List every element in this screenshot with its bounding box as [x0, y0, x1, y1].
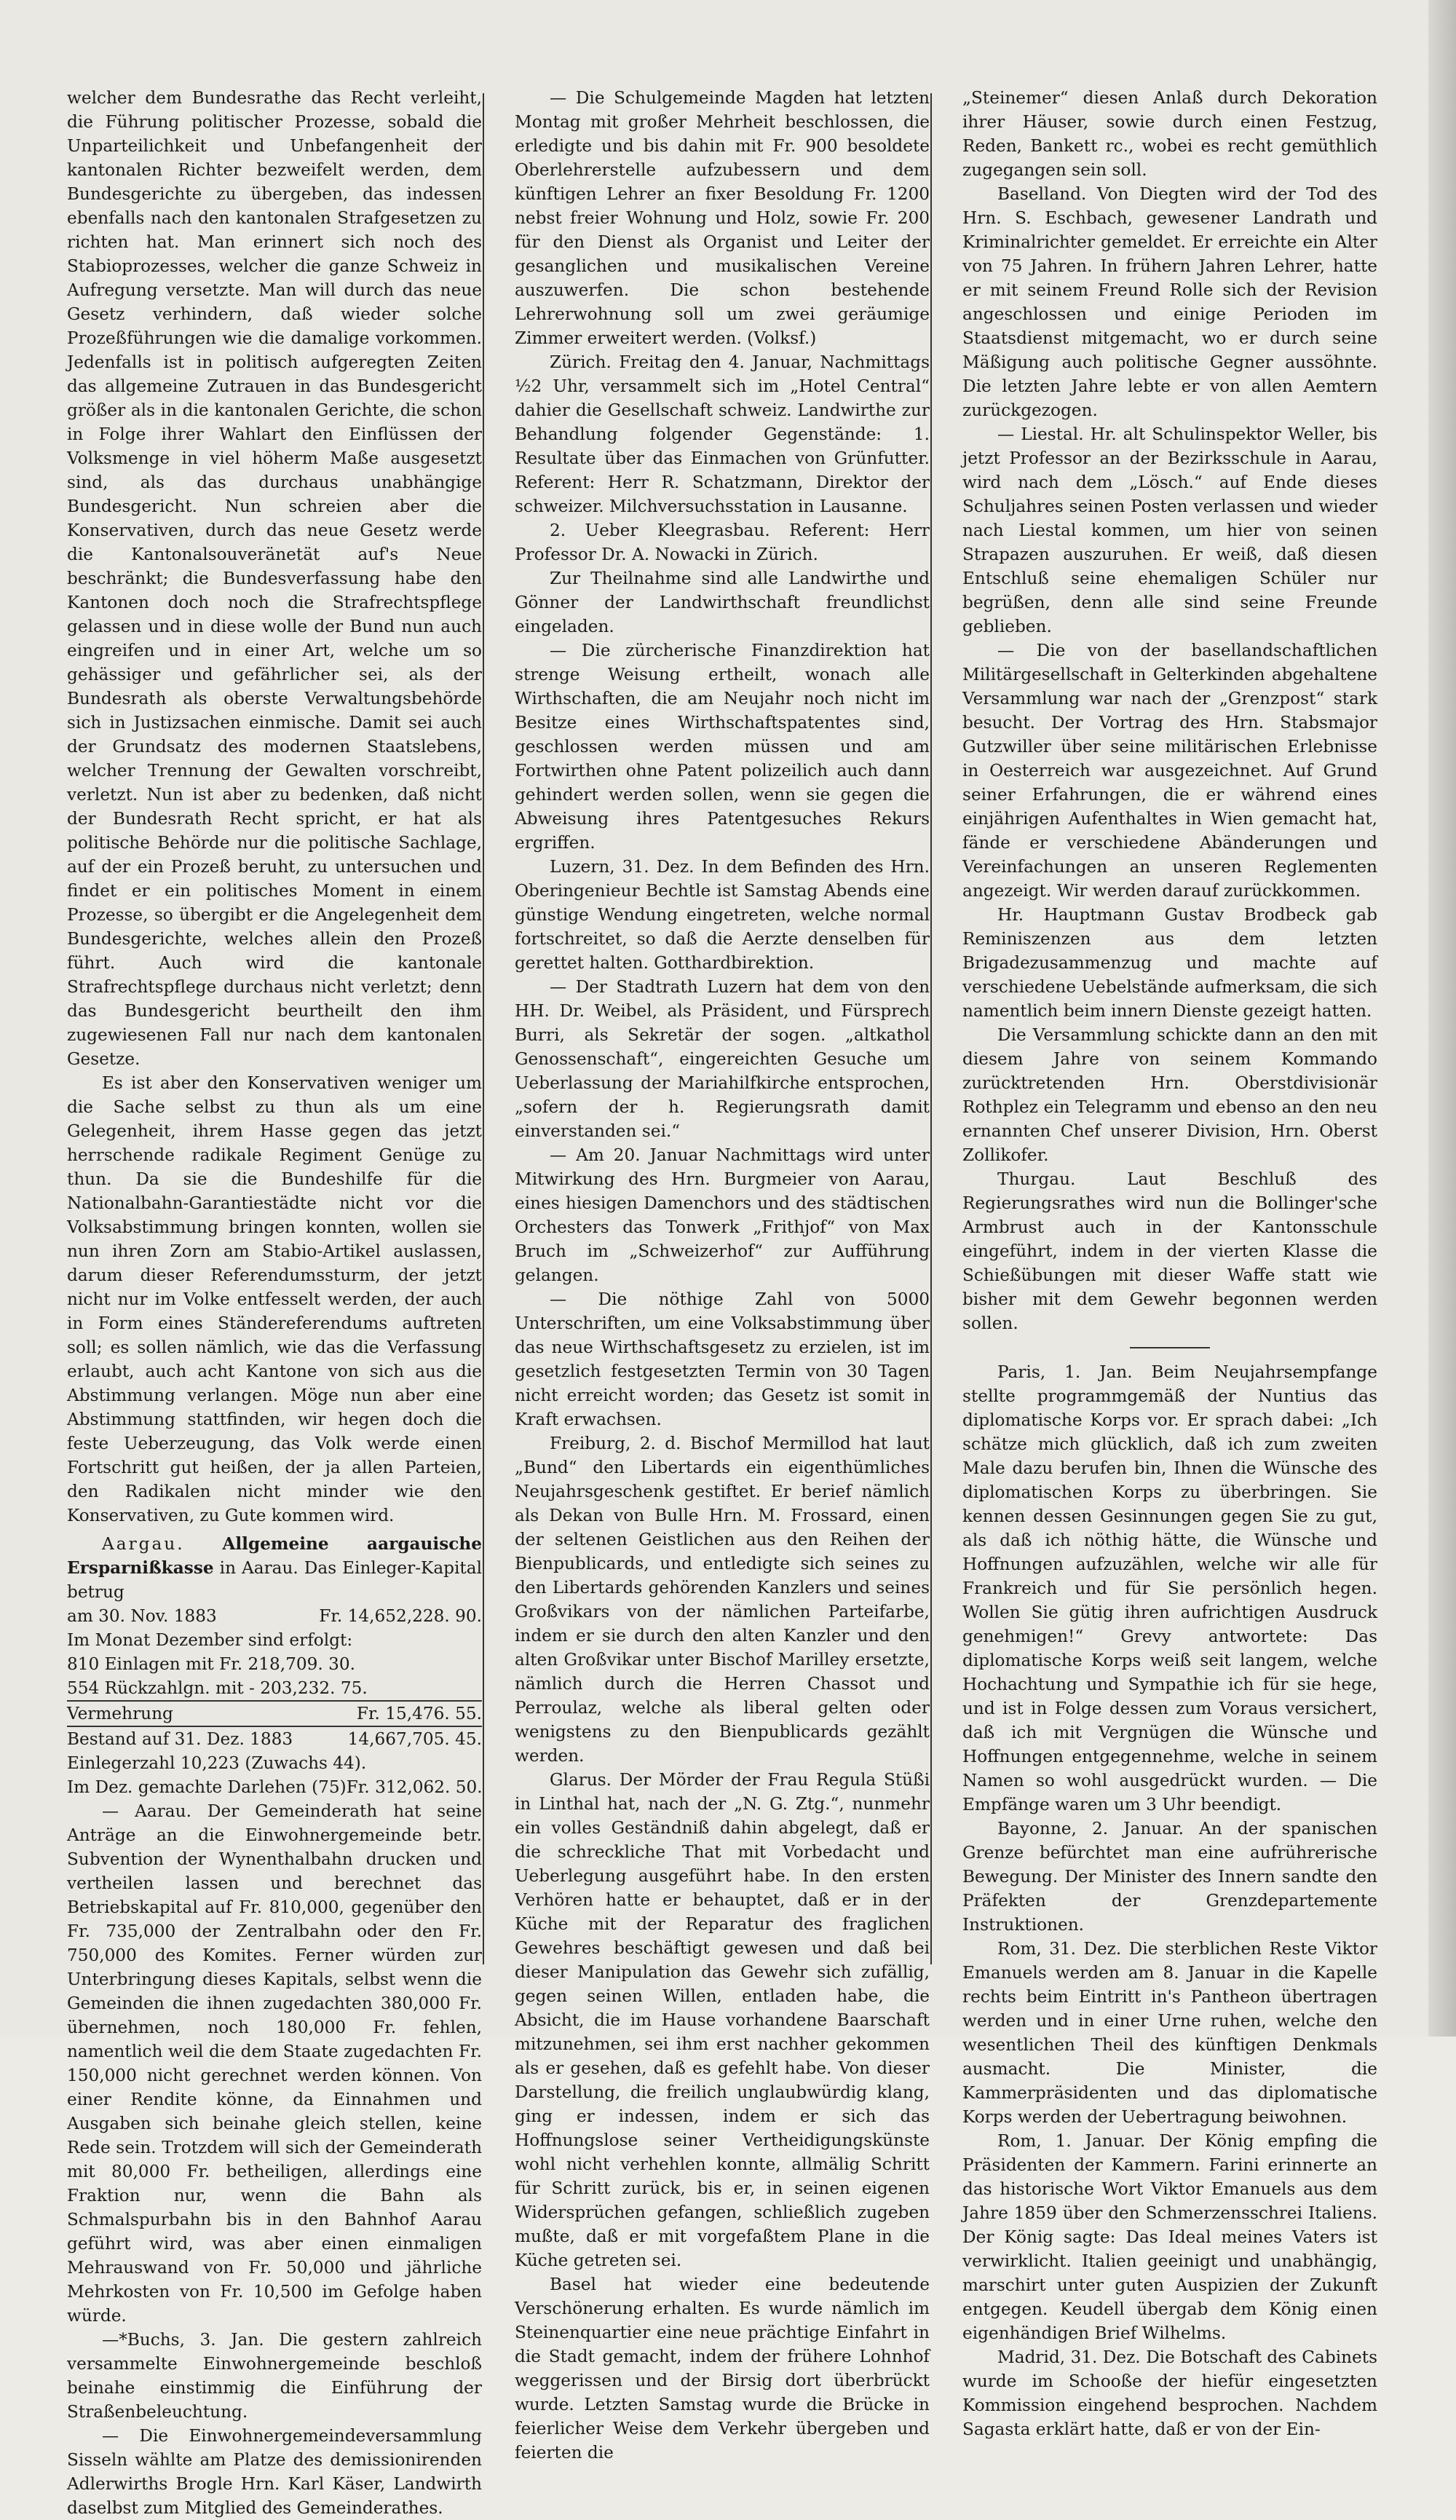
article-text: Paris, 1. Jan. Beim Neujahrsempfange stellte programmgemäß der Nuntius das diplomatische Korps vor. Er sprach dabei: „Ich schätze mich glücklich, daß ich zum zweiten Male dazu berufen bin, Ihnen die Wünsche des diplomatischen Korps zu überbringen. Sie kennen dessen Gesinnungen gegen Sie zu gut, als daß ich nöthig hätte, die Wünsche und Hoffnungen aufzuzählen, welche wir alle für Frankreich und für Sie persönlich hegen. Wollen Sie gütig ihren aufrichtigen Ausdruck genehmigen!“ Grevy antwortete: Das diplomatische Korps weiß seit langem, welche Hochachtung und Sympathie ich für sie hege, und ist in Folge dessen zum Voraus versichert, daß ich mit Vergnügen die Wünsche und Hoffnungen entgegennehme, welche in seinem Namen so wohl ausgedrückt wurden. — Die Empfänge waren um 3 Uhr beendigt.: [962, 1362, 1377, 1814]
article-aargau-heading: [67, 1532, 482, 1604]
article-text: — Die Schulgemeinde Magden hat letzten Montag mit großer Mehrheit beschlossen, die erledigte und bis dahin mit Fr. 900 besoldete Oberlehrerstelle aufzubessern und dem künftigen Lehrer an fixer Besoldung Fr. 1200 nebst freier Wohnung und Holz, sowie Fr. 200 für den Dienst als Organist und Leiter der gesanglichen und musikalischen Vereine auszuwerfen. Die schon bestehende Lehrerwohnung soll um zwei geräumige Zimmer erweitert werden. (Volksf.): [515, 88, 930, 348]
article-text: — Die Einwohnergemeindeversammlung Sisseln wählte am Platze des demissionirenden Adlerwirths Brogle Hrn. Karl Käser, Landwirth daselbst zum Mitglied des Gemeinderathes.: [67, 2426, 482, 2518]
ledger-value: Fr. 14,652,228. 90.: [319, 1606, 482, 1626]
article-text: Madrid, 31. Dez. Die Botschaft des Cabinets wurde im Schooße der hiefür eingesetzten Kommission eingehend besprochen. Nachdem Sagasta erklärt hatte, daß er von der Ein-: [962, 2347, 1377, 2439]
ledger-label: am 30. Nov. 1883: [67, 1606, 217, 1626]
ledger-row: [67, 1652, 482, 1676]
ledger-value: Fr. 312,062. 50.: [346, 1777, 483, 1797]
ledger-label: 810 Einlagen mit Fr. 218,709. 30.: [67, 1654, 355, 1674]
article-text: 2. Ueber Kleegrasbau. Referent: Herr Professor Dr. A. Nowacki in Zürich.: [515, 521, 930, 564]
ledger-row: [67, 1676, 482, 1702]
article-text: Es ist aber den Konservativen weniger um die Sache selbst zu thun als um eine Gelegenheit, ihrem Hasse gegen das jetzt herrschende radikale Regiment Genüge zu thun. Da sie die Bundeshilfe für die Nationalbahn-Garantiestädte nicht vor die Volksabstimmung bringen konnten, wollen sie nun ihren Zorn am Stabio-Artikel auslassen, darum dieser Referendumssturm, der jetzt nicht nur im Volke entfesselt werden, der auch in Form eines Ständereferendums auftreten soll; es sollen nämlich, wie das die Verfassung erlaubt, auch acht Kantone von sich aus die Abstimmung verlangen. Möge nun aber eine Abstimmung stattfinden, wir hegen doch die feste Ueberzeugung, das Volk werde einen Fortschritt gut heißen, der ja allen Parteien, den Radikalen nicht minder wie den Konservativen, zu Gute kommen wird.: [67, 1073, 482, 1525]
article-text: Glarus. Der Mörder der Frau Regula Stüßi in Linthal hat, nach der „N. G. Ztg.“, nunmehr ein volles Geständniß dahin abgelegt, daß er die schreckliche That mit Vorbedacht und Ueberlegung ausgeführt habe. In den ersten Verhören hatte er behauptet, daß er in der Küche mit der Reparatur des fraglichen Gewehres beschäftigt gewesen und daß bei dieser Manipulation das Gewehr sich zufällig, gegen seinen Willen, entladen habe, die Absicht, die im Hause vorhandene Baarschaft mitzunehmen, sei ihm erst nachher gekommen als er gesehen, daß es gefehlt habe. Von dieser Darstellung, die freilich unglaubwürdig klang, ging er indessen, indem er sich das Hoffnungslose seiner Vertheidigungskünste wohl nicht verhehlen konnte, allmälig Schritt für Schritt zurück, bis er, in seinen eigenen Widersprüchen gefangen, schließlich zugeben mußte, daß er mit vorgefaßtem Plane in die Küche getreten sei.: [515, 1770, 930, 2270]
article-text: — Liestal. Hr. alt Schulinspektor Weller, bis jetzt Professor an der Bezirksschule in Aarau, wird nach dem „Lösch.“ auf Ende dieses Schuljahres seinen Posten verlassen und wieder nach Liestal kommen, um hier von seinen Strapazen auszuruhen. Er weiß, daß diesen Entschluß seine ehemaligen Schüler nur begrüßen, denn alle sind seine Freunde geblieben.: [962, 424, 1377, 636]
ledger-row: [67, 1751, 482, 1775]
ledger-label: Bestand auf 31. Dez. 1883: [67, 1729, 293, 1749]
article-text: — Die nöthige Zahl von 5000 Unterschriften, um eine Volksabstimmung über das neue Wirthschaftsgesetz zu erzielen, ist im gesetzlich festgesetzten Termin von 30 Tagen nicht erreicht worden; das Gesetz ist somit in Kraft erwachsen.: [515, 1289, 930, 1429]
article-text: Bayonne, 2. Januar. An der spanischen Grenze befürchtet man eine aufrührerische Bewegung. Der Minister des Innern sandte den Präfekten der Grenzdepartemente Instruktionen.: [962, 1819, 1377, 1935]
ledger-value: 14,667,705. 45.: [347, 1729, 482, 1749]
article-text: in Aarau. Das Einleger-Kapital betrug: [67, 1558, 482, 1602]
article-text: Die Versammlung schickte dann an den mit diesem Jahre von seinem Kommando zurücktretenden Hrn. Oberstdivisionär Rothplez ein Telegramm und ebenso an den neu ernannten Chef unserer Division, Hrn. Oberst Zollikofer.: [962, 1025, 1377, 1165]
article-text: „Steinemer“ diesen Anlaß durch Dekoration ihrer Häuser, sowie durch einen Festzug, Reden, Bankett rc., wobei es recht gemüthlich zugegangen sein soll.: [962, 88, 1377, 180]
columns: [67, 86, 1377, 2518]
article-text: — Der Stadtrath Luzern hat dem von den HH. Dr. Weibel, als Präsident, und Fürsprech Burri, als Sekretär der sogen. „altkathol Genossenschaft“, eingereichten Gesuche um Ueberlassung der Mariahilfkirche entsprochen, „sofern der h. Regierungsrath damit einverstanden sei.“: [515, 977, 930, 1141]
article-text: — Am 20. Januar Nachmittags wird unter Mitwirkung des Hrn. Burgmeier von Aarau, eines hiesigen Damenchors und des städtischen Orchesters das Tonwerk „Frithjof“ von Max Bruch im „Schweizerhof“ zur Aufführung gelangen.: [515, 1145, 930, 1285]
article-text: Zur Theilnahme sind alle Landwirthe und Gönner der Landwirthschaft freundlichst eingeladen.: [515, 569, 930, 636]
ledger-row: [67, 1604, 482, 1628]
institution-name: Allgemeine aargauische Ersparnißkasse: [67, 1534, 483, 1578]
ledger-label: Im Monat Dezember sind erfolgt:: [67, 1630, 353, 1650]
article-text: Hr. Hauptmann Gustav Brodbeck gab Reminiszenzen aus dem letzten Brigadezusammenzug und machte auf verschiedene Uebelstände aufmerksam, die sich namentlich beim innern Dienste gezeigt hatten.: [962, 905, 1377, 1021]
ledger-label: Einlegerzahl 10,223 (Zuwachs 44).: [67, 1753, 367, 1773]
ledger-label: Vermehrung: [67, 1704, 173, 1723]
section-divider: [1130, 1347, 1210, 1348]
article-text: Rom, 31. Dez. Die sterblichen Reste Viktor Emanuels werden am 8. Januar in die Kapelle rechts beim Eintritt in's Pantheon übertragen werden und in einer Urne ruhen, welche den wesentlichen Theil des künftigen Denkmals ausmacht. Die Minister, die Kammerpräsidenten und das diplomatische Korps werden der Uebertragung beiwohnen.: [962, 1939, 1377, 2127]
article-text: Freiburg, 2. d. Bischof Mermillod hat laut „Bund“ den Libertards ein eigenthümliches Neujahrsgeschenk gestiftet. Er berief nämlich als Dekan von Bulle Hrn. M. Frossard, einen der seltenen Geistlichen aus den Reihen der Bienpublicards, und entledigte sich seines zu den Libertards gehörenden Kanzlers und seines Großvikars von der nämlichen Parteifarbe, indem er sie durch den alten Kanzler und den alten Großvikar unter Bischof Marilley ersetzte, nämlich durch die Herren Chassot und Perroulaz, welche als liberal gelten oder wenigstens zu den Bienpublicards gezählt werden.: [515, 1434, 930, 1766]
ledger-value: Fr. 15,476. 55.: [356, 1704, 482, 1723]
scan-edge: [1428, 0, 1456, 2037]
ledger-row: [67, 1727, 482, 1751]
article-text: Thurgau. Laut Beschluß des Regierungsrathes wird nun die Bollinger'sche Armbrust auch in der Kantonsschule eingeführt, indem in der vierten Klasse die Schießübungen mit dieser Waffe statt wie bisher mit dem Gewehr begonnen werden sollen.: [962, 1169, 1377, 1333]
ledger-label: 554 Rückzahlgn. mit - 203,232. 75.: [67, 1678, 368, 1698]
article-text: welcher dem Bundesrathe das Recht verleiht, die Führung politischer Prozesse, sobald die Unparteilichkeit und Unbefangenheit der kantonalen Richter bezweifelt werden, dem Bundesgerichte zu übergeben, das indessen ebenfalls nach den kantonalen Strafgesetzen zu richten hat. Man erinnert sich noch des Stabioprozesses, welcher die ganze Schweiz in Aufregung versetzte. Man will durch das neue Gesetz verhindern, daß wieder solche Prozeßführungen wie die damalige vorkommen. Jedenfalls ist in politisch aufgeregten Zeiten das allgemeine Zutrauen in das Bundesgericht größer als in die kantonalen Gerichte, die schon in Folge ihrer Wahlart den Einflüssen der Volksmenge in viel höherm Maße ausgesetzt sind, als das durchaus unabhängige Bundesgericht. Nun schreien aber die Konservativen, durch das neue Gesetz werde die Kantonalsouveränetät auf's Neue beschränkt; die Bundesverfassung habe den Kantonen doch noch die Strafrechtspflege gelassen und in diese wolle der Bund nun auch eingreifen und in einer Art, welche um so gehässiger und gefährlicher sei, als der Bundesrath als oberste Verwaltungsbehörde sich in Justizsachen einmische. Damit sei auch der Grundsatz des modernen Staatslebens, welcher Trennung der Gewalten vorschreibt, verletzt. Nun ist aber zu bedenken, daß nicht der Bundesrath Recht spricht, er hat als politische Behörde nur die politische Sachlage, auf der ein Prozeß beruht, zu untersuchen und findet er ein politisches Moment in einem Prozesse, so übergibt er die Angelegenheit dem Bundesgerichte, welches allein den Prozeß führt. Auch wird die kantonale Strafrechtspflege durchaus nicht verletzt; denn das Bundesgericht beurtheilt den ihm zugewiesenen Fall nur nach dem kantonalen Gesetze.: [67, 88, 482, 1069]
ledger-row: [67, 1702, 482, 1727]
column-1: [67, 86, 482, 2520]
article-text: Basel hat wieder eine bedeutende Verschönerung erhalten. Es wurde nämlich im Steinenquartier eine neue prächtige Einfahrt in die Stadt gemacht, indem der frühere Lohnhof weggerissen und der Birsig dort überbrückt wurde. Letzten Samstag wurde die Brücke in feierlicher Weise dem Verkehr übergeben und feierten die: [515, 2275, 930, 2462]
article-text: Baselland. Von Diegten wird der Tod des Hrn. S. Eschbach, gewesener Landrath und Kriminalrichter gemeldet. Er erreichte ein Alter von 75 Jahren. In frühern Jahren Lehrer, hatte er mit seinem Freund Rolle sich der Revision angeschlossen und einige Perioden im Staatsdienst mitgemacht, wo er durch seine Mäßigung auch politische Gegner aussöhnte. Die letzten Jahre lebte er von allen Aemtern zurückgezogen.: [962, 184, 1377, 420]
savings-ledger: [67, 1604, 482, 1799]
place-name: Aargau.: [102, 1534, 185, 1554]
column-3: [962, 86, 1377, 2520]
article-text: — Aarau. Der Gemeinderath hat seine Anträge an die Einwohnergemeinde betr. Subvention der Wynenthalbahn drucken und vertheilen lassen und berechnet das Betriebskapital auf Fr. 810,000, gegenüber den Fr. 735,000 der Zentralbahn oder den Fr. 750,000 des Komites. Ferner würden zur Unterbringung dieses Kapitals, selbst wenn die Gemeinden die ihnen zugedachten 380,000 Fr. übernehmen, noch 180,000 Fr. fehlen, namentlich weil die dem Staate zugedachten Fr. 150,000 nicht gerechnet werden können. Von einer Rendite könne, da Einnahmen und Ausgaben sich beinahe gleich stellen, keine Rede sein. Trotzdem will sich der Gemeinderath mit 80,000 Fr. betheiligen, allerdings eine Fraktion nur, wenn die Bahn als Schmalspurbahn bis in den Bahnhof Aarau geführt wird, was aber einen einmaligen Mehrauswand von Fr. 50,000 und jährliche Mehrkosten von Fr. 10,500 im Gefolge haben würde.: [67, 1801, 482, 2326]
ledger-row: [67, 1628, 482, 1652]
article-text: Luzern, 31. Dez. In dem Befinden des Hrn. Oberingenieur Bechtle ist Samstag Abends eine günstige Wendung eingetreten, welche normal fortschreitet, so daß die Aerzte denselben für gerettet halten. Gotthardbirektion.: [515, 857, 930, 973]
ledger-row: [67, 1775, 482, 1799]
article-text: — Die von der basellandschaftlichen Militärgesellschaft in Gelterkinden abgehaltene Versammlung war nach der „Grenzpost“ stark besucht. Der Vortrag des Hrn. Stabsmajor Gutzwiller über seine militärischen Erlebnisse in Oesterreich war ausgezeichnet. Auf Grund seiner Erfahrungen, die er während eines einjährigen Aufenthaltes in Wien gemacht hat, fände er verschiedene Abänderungen und Vereinfachungen an unseren Reglementen angezeigt. Wir werden darauf zurückkommen.: [962, 641, 1377, 901]
column-2: [515, 86, 930, 2520]
article-text: —*Buchs, 3. Jan. Die gestern zahlreich versammelte Einwohnergemeinde beschloß beinahe einstimmig die Einführung der Straßenbeleuchtung.: [67, 2330, 482, 2422]
article-text: Zürich. Freitag den 4. Januar, Nachmittags ½2 Uhr, versammelt sich im „Hotel Central“ dahier die Gesellschaft schweiz. Landwirthe zur Behandlung folgender Gegenstände: 1. Resultate über das Einmachen von Grünfutter. Referent: Herr R. Schatzmann, Direktor der schweizer. Milchversuchsstation in Lausanne.: [515, 352, 930, 516]
article-text: Rom, 1. Januar. Der König empfing die Präsidenten der Kammern. Farini erinnerte an das historische Wort Viktor Emanuels aus dem Jahre 1859 über den Schmerzensschrei Italiens. Der König sagte: Das Ideal meines Vaters ist verwirklicht. Italien geeinigt und unabhängig, marschirt unter guten Auspizien der Zukunft entgegen. Keudell übergab dem König einen eigenhändigen Brief Wilhelms.: [962, 2131, 1377, 2343]
ledger-label: Im Dez. gemachte Darlehen (75): [67, 1777, 347, 1797]
article-text: — Die zürcherische Finanzdirektion hat strenge Weisung ertheilt, wonach alle Wirthschaften, die am Neujahr noch nicht im Besitze eines Wirthschaftspatentes sind, geschlossen werden müssen und am Fortwirthen ohne Patent polizeilich auch dann gehindert werden sollen, wenn sie gegen die Abweisung ihres Patentgesuches Rekurs ergriffen.: [515, 641, 930, 853]
